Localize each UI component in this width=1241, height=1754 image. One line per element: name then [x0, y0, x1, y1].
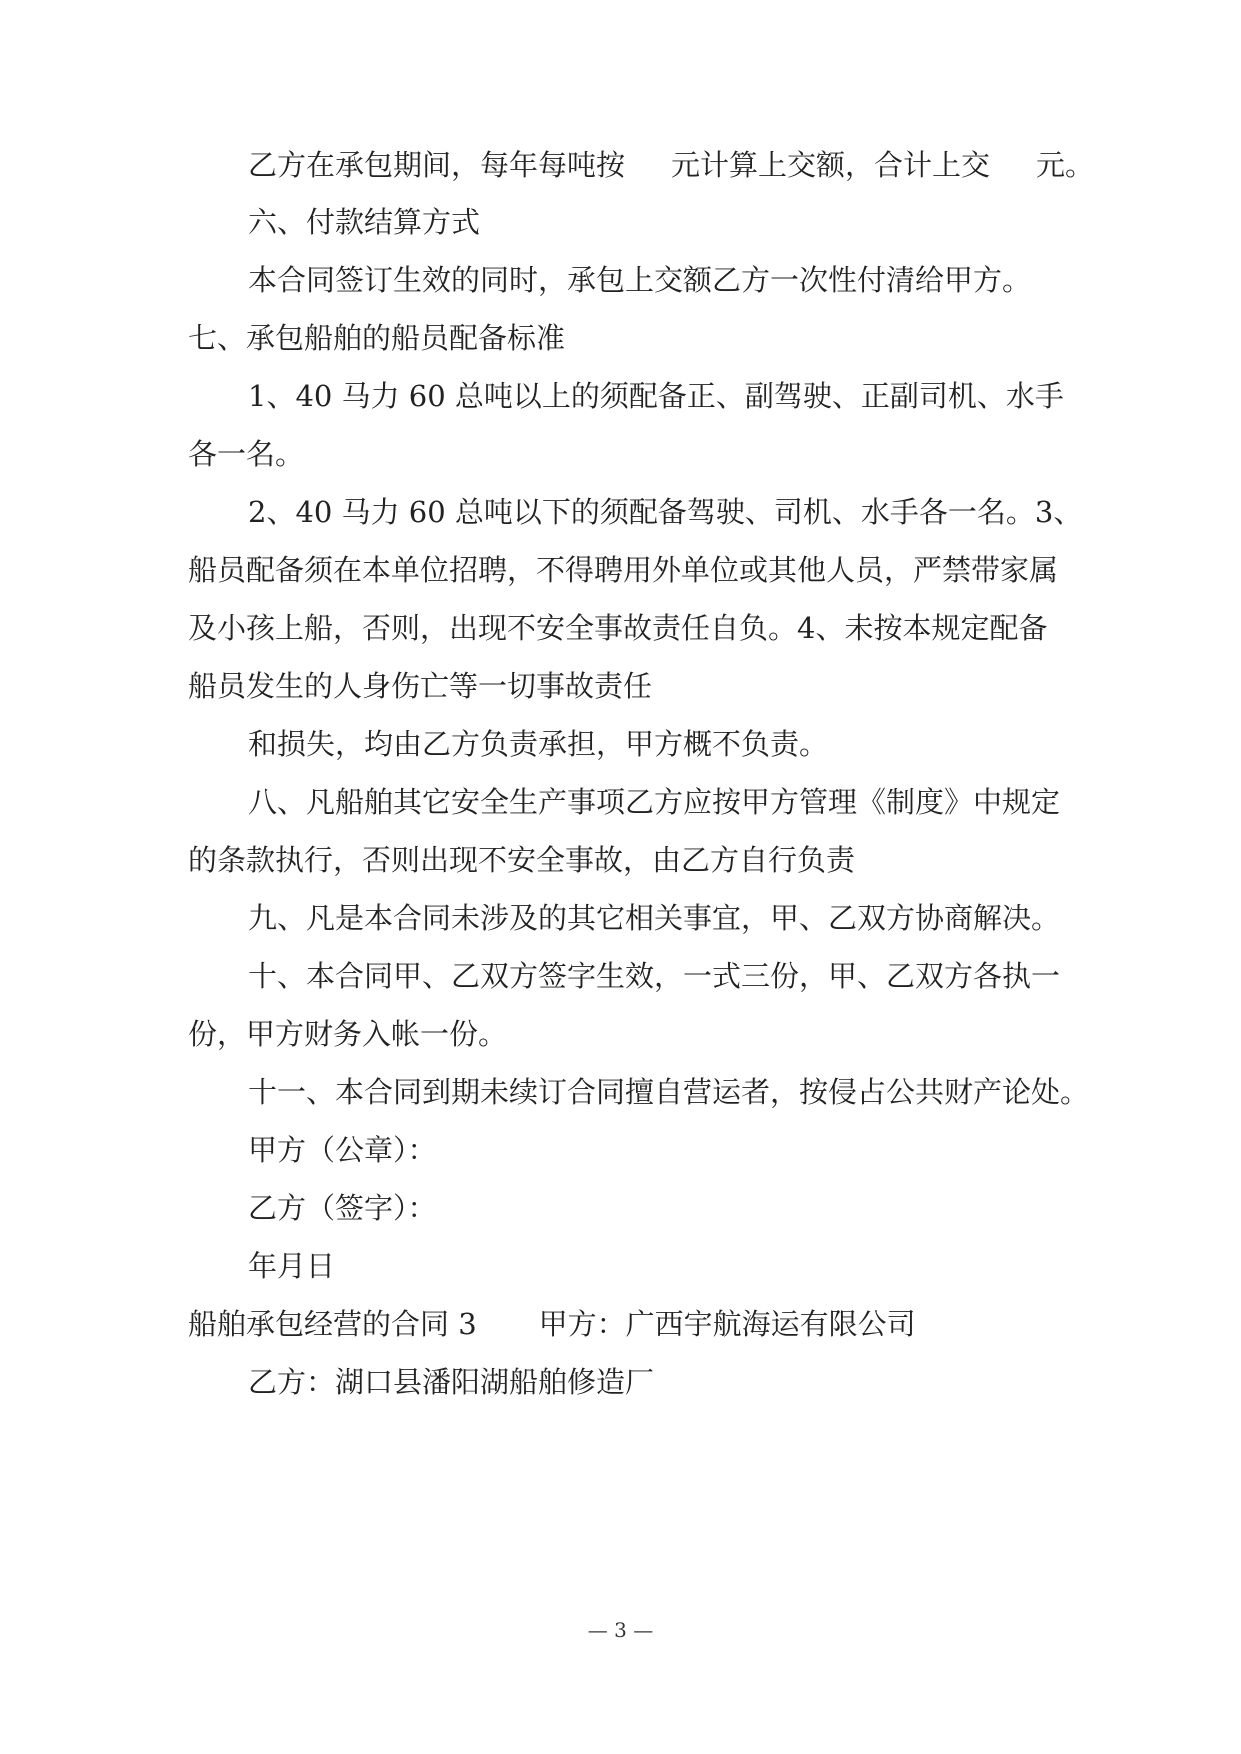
party-a-signature-line: 甲方（公章）： [248, 1133, 437, 1167]
party-a-name: 甲方：广西宇航海运有限公司 [538, 1307, 916, 1341]
paragraph-line: 份，甲方财务入帐一份。 [188, 1017, 508, 1051]
section-heading: 十、本合同甲、乙双方签字生效，一式三份，甲、乙双方各执一 [248, 959, 1061, 993]
payment-amount-line [248, 147, 1094, 183]
paragraph-line: 各一名。 [188, 437, 305, 471]
contract-title-line [188, 1306, 916, 1342]
section-heading: 八、凡船舶其它安全生产事项乙方应按甲方管理《制度》中规定 [248, 785, 1061, 819]
paragraph-line: 2、40 马力 60 总吨以下的须配备驾驶、司机、水手各一名。3、 [248, 495, 1083, 529]
paragraph-line: 1、40 马力 60 总吨以上的须配备正、副驾驶、正副司机、水手 [248, 379, 1064, 413]
section-heading: 九、凡是本合同未涉及的其它相关事宜，甲、乙双方协商解决。 [248, 901, 1061, 935]
party-b-name: 乙方：湖口县潘阳湖船舶修造厂 [248, 1365, 655, 1399]
section-heading: 七、承包船舶的船员配备标准 [188, 321, 566, 355]
paragraph-line: 和损失，均由乙方负责承担，甲方概不负责。 [248, 727, 829, 761]
text-segment: 乙方在承包期间，每年每吨按 [248, 148, 626, 182]
text-segment: 元。 [1036, 148, 1095, 182]
section-heading: 十一、本合同到期未续订合同擅自营运者，按侵占公共财产论处。 [248, 1075, 1090, 1109]
paragraph-line: 本合同签订生效的同时，承包上交额乙方一次性付清给甲方。 [248, 263, 1032, 297]
party-b-signature-line: 乙方（签字）： [248, 1191, 437, 1225]
section-heading: 六、付款结算方式 [248, 205, 481, 239]
contract-title: 船舶承包经营的合同 3 [188, 1307, 477, 1341]
text-segment: 元计算上交额，合计上交 [671, 148, 991, 182]
page-number: — 3 — [587, 1618, 654, 1642]
date-line: 年月日 [248, 1249, 336, 1283]
paragraph-line: 船员发生的人身伤亡等一切事故责任 [188, 669, 653, 703]
paragraph-line: 的条款执行，否则出现不安全事故，由乙方自行负责 [188, 843, 856, 877]
paragraph-line: 及小孩上船，否则，出现不安全事故责任自负。4、未按本规定配备 [188, 611, 1048, 645]
paragraph-line: 船员配备须在本单位招聘，不得聘用外单位或其他人员，严禁带家属 [188, 553, 1059, 587]
